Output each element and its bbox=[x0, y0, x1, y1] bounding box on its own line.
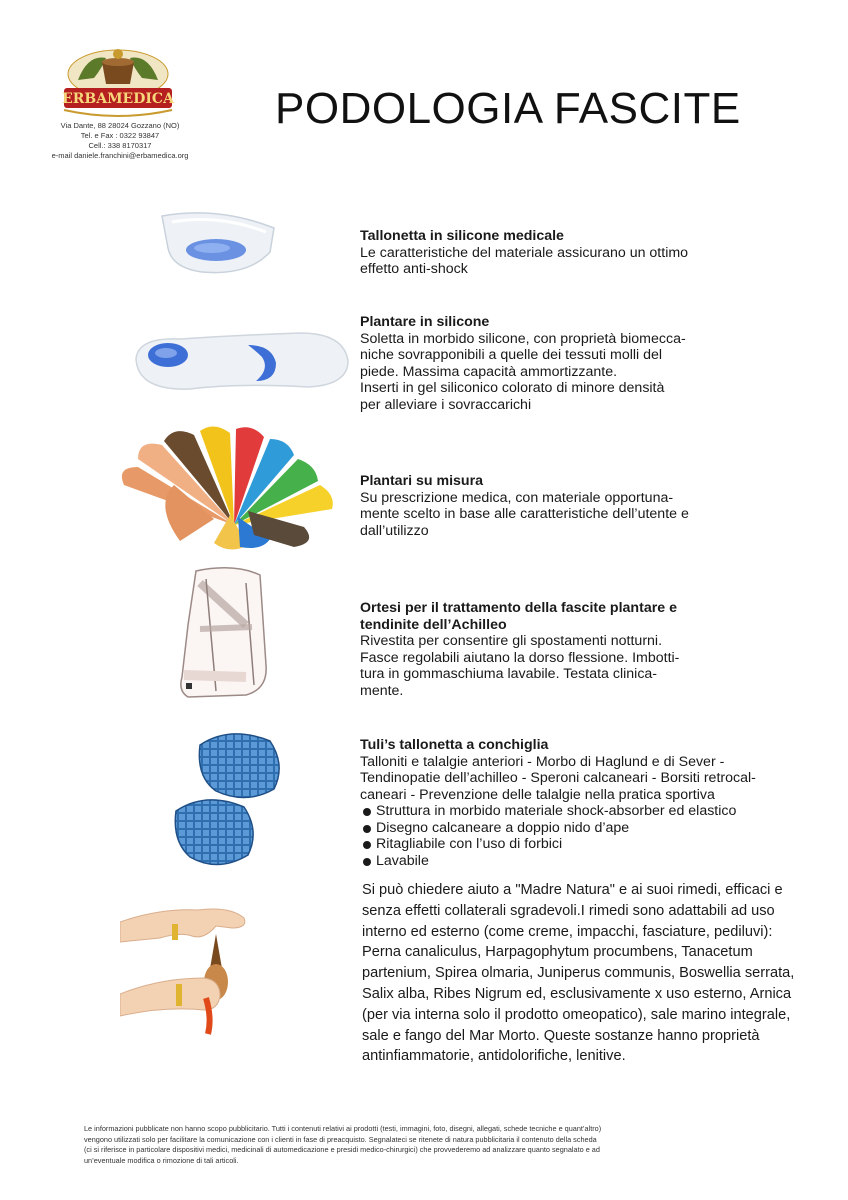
product-heading: Plantari su misura bbox=[360, 473, 484, 489]
product-description: Le caratteristiche del materiale assicurano un ottimo effetto anti-shock bbox=[360, 244, 689, 277]
disclaimer-footer bbox=[84, 1124, 784, 1166]
tuli-heel-cup-image bbox=[170, 725, 290, 875]
product-tuli-tallonetta bbox=[360, 737, 800, 869]
product-plantare-silicone bbox=[360, 314, 760, 413]
product-heading: Ortesi per il trattamento della fascite plantare e tendinite dell’Achilleo bbox=[360, 600, 677, 633]
custom-insoles-image bbox=[114, 425, 344, 555]
contact-email[interactable]: e-mail daniele.franchini@erbamedica.org bbox=[51, 151, 189, 160]
disclaimer-line: (ci si riferisce in particolare dispositivi medici, medicinali di automedicazione e presidi medico-chirurgici) che provvederemo ad analizzare quanto segnalato e ad bbox=[84, 1145, 600, 1154]
product-description: Soletta in morbido silicone, con proprietà biomecca- niche sovrapponibili a quelle dei tessuti molli del piede. Massima capacità ammortizzante. Inserti in gel siliconico colorato di minore densità per alleviare i sovraccarichi bbox=[360, 330, 686, 413]
product-description: Su prescrizione medica, con materiale opportuna- mente scelto in base alle caratteristiche dell’utente e dall’utilizzo bbox=[360, 489, 689, 539]
silicone-insole-image bbox=[130, 325, 352, 405]
disclaimer-line: vengono utilizzati solo per facilitare la comunicazione con i clienti in fase di preacquisto. Segnalateci se ritenete di natura pubblicitaria il contenuto della scheda bbox=[84, 1134, 597, 1144]
feature-item: Disegno calcaneare a doppio nido d’ape bbox=[360, 820, 800, 837]
logo-text: ERBAMEDICA bbox=[62, 91, 174, 107]
product-ortesi-fascite bbox=[360, 600, 760, 699]
contact-phone: Tel. e Fax : 0322 93847 bbox=[80, 131, 160, 140]
product-heading: Tuli’s tallonetta a conchiglia bbox=[360, 737, 549, 753]
hands-remedy-bottle-image bbox=[120, 888, 260, 1038]
disclaimer-line: Le informazioni pubblicate non hanno scopo pubblicitario. Tutti i contenuti relativi ai prodotti (testi, immagini, foto, disegni, allegati, schede tecniche e quant’altro) bbox=[84, 1124, 602, 1133]
contact-info bbox=[30, 121, 210, 161]
page-title: PODOLOGIA FASCITE bbox=[275, 84, 741, 133]
erbamedica-logo bbox=[58, 44, 178, 120]
feature-list bbox=[360, 803, 800, 869]
product-heading: Plantare in silicone bbox=[360, 314, 490, 330]
disclaimer-line: un’eventuale modifica o rimozione di tali articoli. bbox=[84, 1155, 239, 1165]
silicone-heel-cup-image bbox=[158, 208, 278, 278]
product-plantari-misura bbox=[360, 473, 760, 539]
feature-item: Ritagliabile con l’uso di forbici bbox=[360, 836, 800, 853]
night-orthosis-image bbox=[176, 565, 276, 705]
contact-address: Via Dante, 88 28024 Gozzano (NO) bbox=[60, 121, 180, 130]
product-heading: Tallonetta in silicone medicale bbox=[360, 228, 564, 244]
natural-remedies-paragraph: Si può chiedere aiuto a "Madre Natura" e ai suoi rimedi, efficaci e senza effetti collaterali sgradevoli.I rimedi sono adattabili ad uso interno ed esterno (come creme, impacchi, fasciature, pediluvi): Perna canaliculus, Harpagophytum procumbens, Tanacetum partenium, Spirea olmaria, Juniperus communis, Boswellia serrata, Salix alba, Ribes Nigrum ed, esclusivamente x uso esterno, Arnica (per via interna solo il prodotto omeopatico), sale marino integrale, sale e fango del Mar Morto. Queste sostanze hanno proprietà antinfiammatorie, antidolorifiche, lenitive. bbox=[362, 882, 795, 1065]
product-description: Talloniti e talalgie anteriori - Morbo di Haglund e di Sever - Tendinopatie dell’achilleo - Speroni calcaneari - Borsiti retrocal- caneari - Prevenzione delle talalgie nella pratica sportiva bbox=[360, 753, 756, 803]
product-description: Rivestita per consentire gli spostamenti notturni. Fasce regolabili aiutano la dorso flessione. Imbotti- tura in gommaschiuma lavabile. Testata clinica- mente. bbox=[360, 633, 680, 699]
feature-item: Lavabile bbox=[360, 853, 800, 870]
product-tallonetta-silicone bbox=[360, 228, 760, 278]
feature-item: Struttura in morbido materiale shock-absorber ed elastico bbox=[360, 803, 800, 820]
contact-cell: Cell.: 338 8170317 bbox=[88, 141, 152, 150]
